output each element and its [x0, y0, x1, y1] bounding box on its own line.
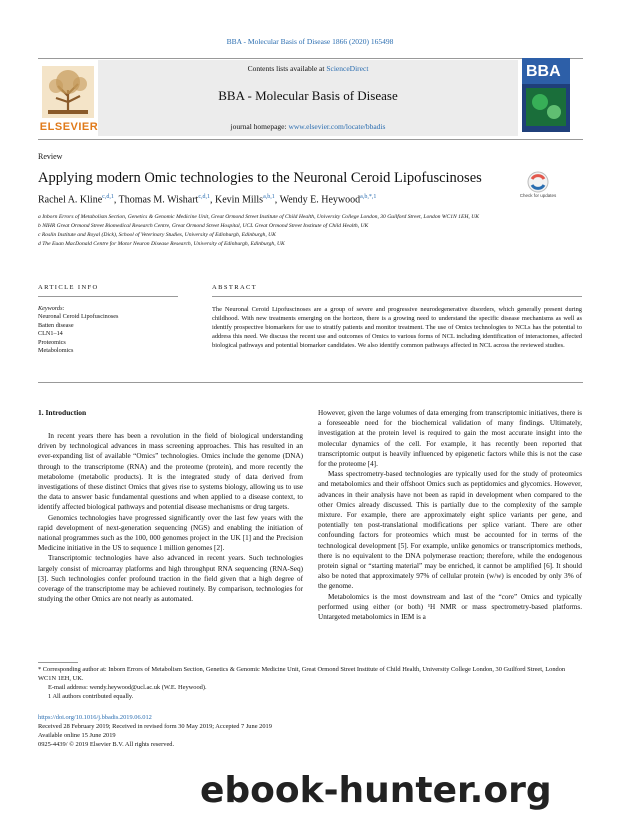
keyword-item: CLN1–14	[38, 330, 63, 338]
homepage-link[interactable]: www.elsevier.com/locate/bbadis	[288, 122, 386, 131]
watermark-text: ebook-hunter.org	[200, 770, 552, 811]
keywords-block	[38, 305, 188, 355]
body-paragraph: Mass spectrometry-based technologies are typically used for the study of proteomics and metabolomics and their offshoot Omics such as peptidomics and glycomics. However, advances in their analysis have not been as rapid in development when compared to the other Omics already discussed. This is partially due to the complexity of the sample mixture. For example, there are approximately eight splice variants per gene, and potentially ten post-translational modifications per splice variant. There are other confounding factors for proteomics which must be accounted for in terms of the technological development [5]. For example, unlike genomics or transcriptomics methods, there is no equivalent to the DNA polymerase reaction; therefore, while the endogenous protein signal or “starting material” may be enriched, it cannot be amplified [6]. It should also be noted that approximately 97% of cellular protein (w/w) is encoded by only 3% of the genome.	[318, 470, 582, 591]
keyword-item: Batten disease	[38, 321, 74, 329]
author-affiliation-marker[interactable]: c,d,1	[198, 194, 211, 200]
elsevier-wordmark: ELSEVIER	[39, 121, 99, 133]
affiliation-item: b NIHR Great Ormond Street Biomedical Research Centre, Great Ormond Street Hospital, UCL Great Ormond Street Institute of Child Health, UK	[38, 223, 369, 229]
doi-link[interactable]: https://doi.org/10.1016/j.bbadis.2019.06.012	[38, 714, 152, 721]
journal-homepage: journal homepage: www.elsevier.com/locate/bbadis	[230, 122, 386, 131]
received-dates: Received 28 February 2019; Received in revised form 30 May 2019; Accepted 7 June 2019	[38, 723, 272, 730]
affiliation-item: c Roslin Institute and Royal (Dick), School of Veterinary Studies, University of Edinburgh, Edinburgh, UK	[38, 232, 276, 238]
author-name[interactable]: Kevin Mills	[215, 194, 264, 206]
article-title: Applying modern Omic technologies to the Neuronal Ceroid Lipofuscinoses	[38, 170, 482, 186]
author-affiliation-marker[interactable]: a,b,*,1	[360, 194, 377, 200]
check-for-updates-label: Check for updates	[519, 193, 557, 198]
affiliation-item: d The Euan MacDonald Centre for Motor Neuron Disease Research, University of Edinburgh, Edinburgh, UK	[38, 241, 285, 247]
check-for-updates-icon[interactable]	[519, 170, 557, 204]
abstract-text: The Neuronal Ceroid Lipofuscinoses are a group of severe and progressive neurodegenerative disorders, which generally present during childhood. With new treatments emerging on the horizon, there is a growing need to understand the specific disease mechanisms as well as identify prospective biomarkers for use to stratify patients and monitor treatment. The use of Omics technologies to NCLs has the potential to address this need. We discuss the recent use and outcomes of Omics to various forms of NCL including identification of interactomes, affected biological pathways and potential biomarker candidates. We also identify common pathways affected in NCL across the reviewed studies.	[212, 306, 582, 349]
divider	[212, 296, 582, 297]
body-column-right	[318, 408, 582, 622]
cover-text: BBA	[526, 63, 561, 80]
sciencedirect-link[interactable]: ScienceDirect	[326, 64, 369, 73]
article-info-heading: ARTICLE INFO	[38, 284, 99, 291]
footnotes	[38, 665, 583, 701]
publication-info	[38, 713, 438, 749]
author-affiliation-marker[interactable]: c,d,1	[102, 194, 114, 200]
abstract-heading: ABSTRACT	[212, 284, 258, 291]
author-name[interactable]: Rachel A. Kline	[38, 194, 103, 206]
affiliation-item: a Inborn Errors of Metabolism Section, Genetics & Genomic Medicine Unit, Great Ormond Street Institute of Child Health, University College London, 30 Guilford Street, London WC1N 1EH, UK	[38, 214, 479, 220]
article-type: Review	[38, 152, 63, 161]
author-name[interactable]: Thomas M. Wishart	[118, 194, 199, 206]
author-list: Rachel A. Kline$^{c,d,1}$, Thomas M. Wishart$^{c,d,1}$, Kevin Mills$^{a,b,1}$, Wendy E. Heywood$^{a,b,*,1}$	[38, 194, 377, 206]
author-affiliation-marker[interactable]: a,b,1	[263, 194, 275, 200]
footnote-divider	[38, 662, 78, 663]
keywords-label: Keywords:	[38, 305, 65, 312]
keyword-item: Neuronal Ceroid Lipofuscinoses	[38, 313, 119, 321]
affiliations	[38, 213, 518, 249]
body-paragraph: However, given the large volumes of data emerging from transcriptomic initiatives, there is a foreseeable need for the biochemical validation of many findings. Ultimately, investigation at the protein level is required to gain the most accurate insight into the molecular dynamics of the cell. For example, it has recently been reported that transcriptomic output is heavily influenced by epigenetic factors while this is not the case for the proteome [4].	[318, 409, 582, 469]
journal-title: BBA - Molecular Basis of Disease	[218, 88, 398, 103]
journal-cover-image[interactable]	[522, 58, 570, 132]
contents-line: Contents lists available at ScienceDirect	[247, 64, 369, 73]
available-online-date: Available online 15 June 2019	[38, 732, 116, 739]
body-paragraph: Genomics technologies have progressed significantly over the last few years with the rapid development of next-generation sequencing (NGS) and enabling the initiation of national programmes such as the 100, 000 genomes project in the UK [1] and the Precision Medicine initiative in the US to sequence 1 million genomes [2].	[38, 513, 303, 553]
divider	[38, 382, 583, 383]
keyword-item: Proteomics	[38, 338, 66, 346]
keyword-item: Metabolomics	[38, 347, 74, 355]
copyright: 0925-4439/ © 2019 Elsevier B.V. All rights reserved.	[38, 741, 175, 748]
email-note[interactable]: E-mail address: wendy.heywood@ucl.ac.uk (W.E. Heywood).	[48, 684, 207, 691]
section-heading-introduction: 1. Introduction	[38, 408, 87, 417]
author-name[interactable]: Wendy E. Heywood	[279, 194, 361, 206]
body-column-left	[38, 431, 303, 604]
body-paragraph: Metabolomics is the most downstream and last of the “core” Omics and typically performed using either (or both) ¹H NMR or mass spectrometry-based platforms. Untargeted metabolomics in IEM is a	[318, 592, 582, 622]
journal-citation[interactable]: BBA - Molecular Basis of Disease 1866 (2020) 165498	[226, 37, 394, 46]
corresponding-author-note: * Corresponding author at: Inborn Errors of Metabolism Section, Genetics & Genomic Medicine Unit, Great Ormond Street Institute of Child Health, University College London, 30 Guilford Street, London WC1N 1EH, UK.	[38, 666, 566, 682]
body-paragraph: Transcriptomic technologies have also advanced in recent years. Such technologies largely consist of microarray platforms and high throughput RNA sequencing (RNA-Seq) [3]. Such technologies confer profound traction in the field given that a high degree of coverage of the transcriptome may be achieved routinely. By comparison, technologies for studying the other Omics are not nearly as automated.	[38, 554, 303, 604]
equal-contribution-note: 1 All authors contributed equally.	[48, 693, 134, 700]
body-paragraph: In recent years there has been a revolution in the field of biological understanding driven by technological advances in mass screening approaches. This has resulted in an ever-expanding list of available “Omics” technologies. Omics include the genome (DNA) through to the transcriptome (RNA) and the proteome (protein), and more recently the metabolome (metabolic products). It is the integrated study of data derived from investigations of these distinct Omics that gives rise to systems biology, allowing us to use the data to answer basic fundamental questions and when applied to a disease context, to identify affected biological pathways and potential disease mechanisms or drug targets.	[38, 432, 303, 512]
divider	[38, 296, 178, 297]
